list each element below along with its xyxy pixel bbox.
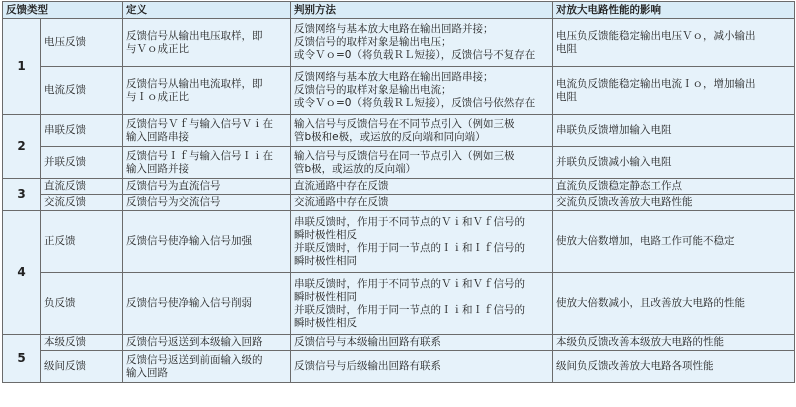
feedback-definition: 反馈信号返送到前面输入级的 输入回路 [123,351,291,383]
group-number: 3 [3,179,41,211]
feedback-method: 反馈网络与基本放大电路在输出回路并接； 反馈信号的取样对象是输出电压； 或令Ｖｏ=0（将负载ＲＬ短接），反馈信号不复存在 [291,19,553,67]
feedback-method: 反馈信号与本级输出回路有联系 [291,335,553,351]
table-row [3,335,795,351]
header-row [3,2,795,19]
group-number: 4 [3,211,41,335]
feedback-method: 输入信号与反馈信号在同一节点引入（例如三极 管b极，或运放的反向端） [291,147,553,179]
table-row [3,179,795,195]
feedback-name: 并联反馈 [41,147,123,179]
feedback-method: 串联反馈时，作用于不同节点的Ｖｉ和Ｖｆ信号的 瞬时极性相反 并联反馈时，作用于同一节点的Ｉｉ和Ｉｆ信号的 瞬时极性相同 [291,211,553,273]
feedback-definition: 反馈信号Ｖｆ与输入信号Ｖｉ在 输入回路串接 [123,115,291,147]
feedback-name: 串联反馈 [41,115,123,147]
feedback-definition: 反馈信号返送到本级输入回路 [123,335,291,351]
group-number: 2 [3,115,41,179]
header-method: 判别方法 [291,2,553,19]
table-row [3,195,795,211]
feedback-name: 交流反馈 [41,195,123,211]
feedback-name: 电流反馈 [41,67,123,115]
feedback-definition: 反馈信号Ｉｆ与输入信号Ｉｉ在 输入回路并接 [123,147,291,179]
table-row [3,19,795,67]
feedback-effect: 级间负反馈改善放大电路各项性能 [553,351,795,383]
feedback-name: 直流反馈 [41,179,123,195]
feedback-name: 负反馈 [41,273,123,335]
feedback-types-table [2,1,795,383]
feedback-definition: 反馈信号为直流信号 [123,179,291,195]
feedback-method: 反馈信号与后级输出回路有联系 [291,351,553,383]
feedback-effect: 使放大倍数增加，电路工作可能不稳定 [553,211,795,273]
feedback-effect: 电压负反馈能稳定输出电压Ｖｏ，减小输出 电阻 [553,19,795,67]
feedback-method: 反馈网络与基本放大电路在输出回路串接； 反馈信号的取样对象是输出电流； 或令Ｖｏ=0（将负载ＲＬ短接），反馈信号依然存在 [291,67,553,115]
feedback-effect: 并联负反馈减小输入电阻 [553,147,795,179]
feedback-name: 级间反馈 [41,351,123,383]
table-row [3,147,795,179]
feedback-definition: 反馈信号使净输入信号加强 [123,211,291,273]
header-type: 反馈类型 [3,2,123,19]
feedback-definition: 反馈信号使净输入信号削弱 [123,273,291,335]
group-number: 1 [3,19,41,115]
feedback-effect: 直流负反馈稳定静态工作点 [553,179,795,195]
feedback-name: 本级反馈 [41,335,123,351]
feedback-effect: 使放大倍数减小，且改善放大电路的性能 [553,273,795,335]
feedback-method: 直流通路中存在反馈 [291,179,553,195]
feedback-effect: 串联负反馈增加输入电阻 [553,115,795,147]
table-row [3,67,795,115]
feedback-method: 串联反馈时，作用于不同节点的Ｖｉ和Ｖｆ信号的 瞬时极性相同 并联反馈时，作用于同一节点的Ｉｉ和Ｉｆ信号的 瞬时极性相反 [291,273,553,335]
table-row [3,273,795,335]
group-number: 5 [3,335,41,383]
feedback-effect: 交流负反馈改善放大电路性能 [553,195,795,211]
feedback-definition: 反馈信号从输出电流取样，即 与Ｉｏ成正比 [123,67,291,115]
feedback-name: 电压反馈 [41,19,123,67]
feedback-method: 交流通路中存在反馈 [291,195,553,211]
table-row [3,351,795,383]
header-effect: 对放大电路性能的影响 [553,2,795,19]
header-definition: 定义 [123,2,291,19]
feedback-effect: 电流负反馈能稳定输出电流Ｉｏ，增加输出 电阻 [553,67,795,115]
table-row [3,211,795,273]
table-row [3,115,795,147]
feedback-effect: 本级负反馈改善本级放大电路的性能 [553,335,795,351]
feedback-definition: 反馈信号为交流信号 [123,195,291,211]
feedback-name: 正反馈 [41,211,123,273]
feedback-method: 输入信号与反馈信号在不同节点引入（例如三极 管b极和e极，或运放的反向端和同向端） [291,115,553,147]
feedback-definition: 反馈信号从输出电压取样，即 与Ｖｏ成正比 [123,19,291,67]
